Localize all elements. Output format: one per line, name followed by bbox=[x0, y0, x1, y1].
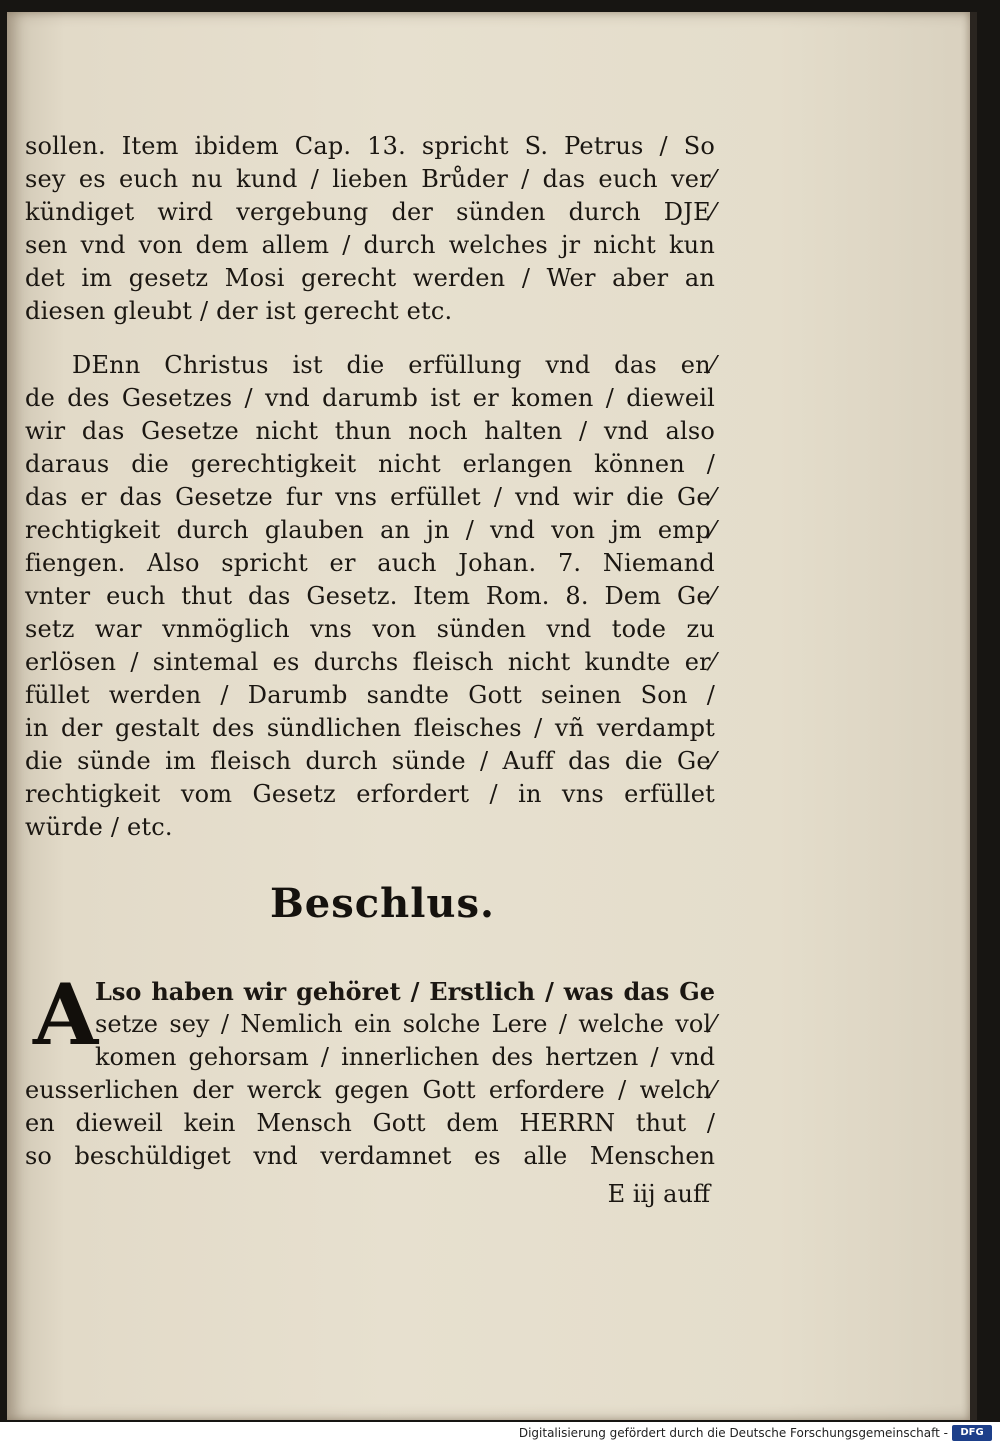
text-line: de des Gesetzes / vnd darumb ist er komen / dieweil bbox=[25, 384, 715, 412]
text-line: fiengen. Also spricht er auch Johan. 7. Niemand bbox=[25, 549, 715, 577]
paragraph-1 bbox=[25, 130, 715, 328]
text-line: sollen. Item ibidem Cap. 13. spricht S. Petrus / So bbox=[25, 132, 715, 160]
paragraph-3 bbox=[25, 965, 715, 1173]
text-line: wir das Gesetze nicht thun noch halten / vnd also bbox=[25, 417, 715, 445]
text-line: det im gesetz Mosi gerecht werden / Wer aber an bbox=[25, 264, 715, 292]
text-line: diesen gleubt / der ist gerecht etc. bbox=[25, 297, 453, 325]
text-line: rechtigkeit durch glauben an jn / vnd von jm emp⁄ bbox=[25, 516, 715, 544]
text-line: sey es euch nu kund / lieben Brůder / das euch ver⁄ bbox=[25, 165, 715, 193]
dfg-logo: DFG bbox=[952, 1425, 992, 1441]
text-line: daraus die gerechtigkeit nicht erlangen können / bbox=[25, 450, 715, 478]
text-line: Lso haben wir gehöret / Erstlich / was das Ge bbox=[95, 977, 715, 1006]
text-line: würde / etc. bbox=[25, 813, 173, 841]
text-line: DEnn Christus ist die erfüllung vnd das en⁄ bbox=[72, 351, 715, 379]
text-line: eusserlichen der werck gegen Gott erfordere / welch⁄ bbox=[25, 1076, 715, 1104]
text-line: so beschüldiget vnd verdamnet es alle Menschen bbox=[25, 1142, 715, 1170]
text-line: vnter euch thut das Gesetz. Item Rom. 8. Dem Ge⁄ bbox=[25, 582, 715, 610]
page-edge bbox=[970, 12, 977, 1420]
footer-bar bbox=[0, 1422, 1000, 1445]
text-line: setze sey / Nemlich ein solche Lere / welche vol⁄ bbox=[95, 1010, 715, 1038]
drop-cap-initial: A bbox=[33, 965, 99, 1064]
body-text bbox=[25, 130, 715, 844]
text-line: en dieweil kein Mensch Gott dem HERRN thut / bbox=[25, 1109, 715, 1137]
paragraph-2 bbox=[25, 349, 715, 844]
section-heading: Beschlus. bbox=[270, 880, 495, 927]
text-line: erlösen / sintemal es durchs fleisch nicht kundte er⁄ bbox=[25, 648, 715, 676]
text-line: das er das Gesetze fur vns erfüllet / vnd wir die Ge⁄ bbox=[25, 483, 715, 511]
text-line: setz war vnmöglich vns von sünden vnd tode zu bbox=[25, 615, 715, 643]
signature-catchword: E iij auff bbox=[607, 1180, 710, 1208]
funding-notice: Digitalisierung gefördert durch die Deutsche Forschungsgemeinschaft - bbox=[518, 1426, 948, 1440]
text-line: komen gehorsam / innerlichen des hertzen / vnd bbox=[95, 1043, 715, 1071]
text-line: kündiget wird vergebung der sünden durch DJE⁄ bbox=[25, 198, 715, 226]
text-line: füllet werden / Darumb sandte Gott seinen Son / bbox=[25, 681, 715, 709]
text-line: rechtigkeit vom Gesetz erfordert / in vns erfüllet bbox=[25, 780, 715, 808]
text-line: in der gestalt des sündlichen fleisches / vñ verdampt bbox=[25, 714, 715, 742]
text-line: die sünde im fleisch durch sünde / Auff das die Ge⁄ bbox=[25, 747, 715, 775]
text-line: sen vnd von dem allem / durch welches jr nicht kun bbox=[25, 231, 715, 259]
